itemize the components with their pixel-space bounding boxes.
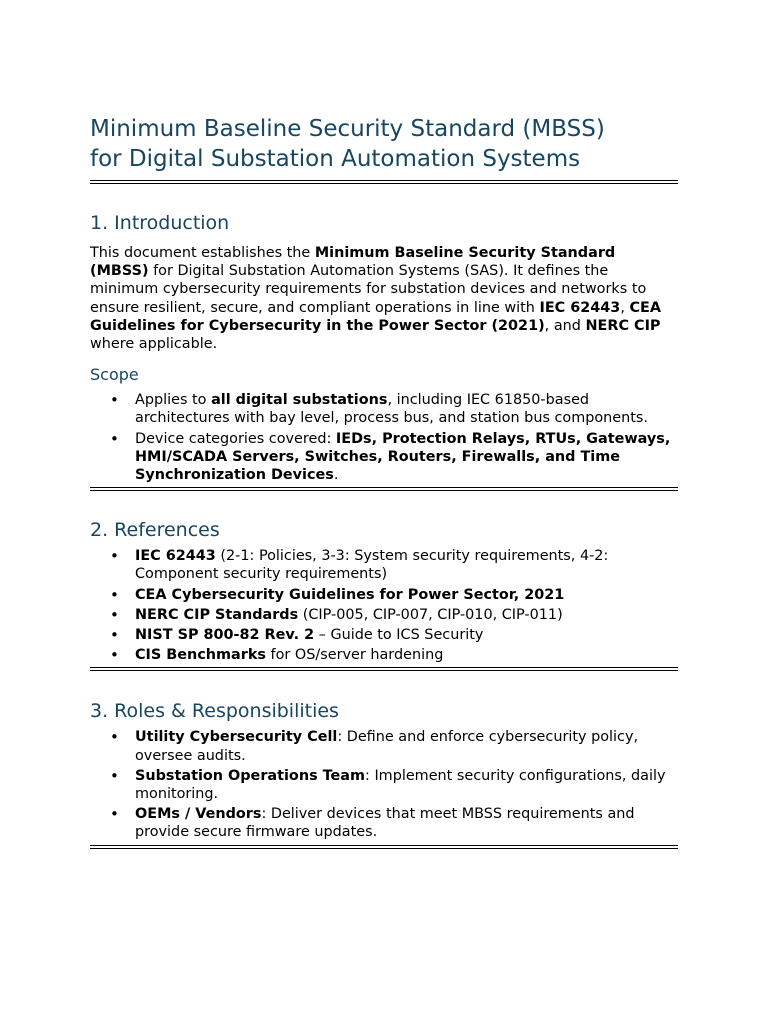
list-item — [90, 430, 678, 485]
reference-name: CEA Cybersecurity Guidelines for Power Sector, 2021 — [135, 586, 565, 603]
intro-iec-bold: IEC 62443 — [539, 299, 621, 316]
document-title-line-2: for Digital Substation Automation Systems — [90, 146, 581, 172]
document-title-line-1: Minimum Baseline Security Standard (MBSS) — [90, 116, 605, 142]
list-item — [90, 391, 678, 427]
role-name: OEMs / Vendors — [135, 806, 262, 823]
reference-detail: – Guide to ICS Security — [314, 627, 484, 644]
references-list — [90, 547, 678, 664]
reference-name: IEC 62443 — [135, 548, 216, 565]
section-double-rule — [90, 667, 678, 671]
section-heading-introduction: 1. Introduction — [90, 212, 230, 234]
role-name: Substation Operations Team — [135, 767, 366, 784]
document-body — [90, 114, 678, 849]
role-description: : Define and enforce cybersecurity policy, oversee audits. — [135, 729, 639, 764]
intro-text: , and — [544, 317, 586, 334]
document-title — [90, 114, 678, 174]
intro-cea-bold: CEA Guidelines for Cybersecurity in the Power Sector (2021) — [90, 299, 662, 334]
section-heading-references: 2. References — [90, 519, 220, 542]
reference-detail: (2-1: Policies, 3-3: System security requirements, 4-2: Component security requirements) — [135, 548, 609, 583]
reference-name: NERC CIP Standards — [135, 606, 299, 623]
list-item — [90, 767, 678, 803]
list-item — [90, 626, 678, 644]
scope-item-text: Applies to — [135, 392, 212, 409]
reference-name: CIS Benchmarks — [135, 647, 266, 664]
scope-item-bold: IEDs, Protection Relays, RTUs, Gateways, HMI/SCADA Servers, Switches, Routers, Firewalls, and Time Synchronization Devices — [135, 430, 671, 484]
list-item — [90, 586, 678, 604]
scope-list — [90, 391, 678, 484]
role-description: : Implement security configurations, daily monitoring. — [135, 767, 666, 803]
section-double-rule — [90, 845, 678, 849]
list-item — [90, 646, 678, 664]
intro-text: for Digital Substation Automation Systems (SAS). It defines the minimum cybersecurity requirements for substation devices and networks to ensure resilient, secure, and compliant operations in line with — [90, 263, 647, 316]
list-item — [90, 805, 678, 841]
intro-text: , — [620, 299, 630, 316]
title-double-rule — [90, 180, 678, 184]
role-description: : Deliver devices that meet MBSS requirements and provide secure firmware updates. — [135, 806, 635, 841]
reference-name: NIST SP 800-82 Rev. 2 — [135, 627, 315, 644]
role-name: Utility Cybersecurity Cell — [135, 729, 338, 746]
list-item — [90, 728, 678, 764]
section-double-rule — [90, 487, 678, 491]
intro-text: This document establishes the — [90, 245, 315, 261]
roles-list — [90, 728, 678, 841]
section-heading-roles: 3. Roles & Responsibilities — [90, 700, 339, 723]
reference-detail: (CIP-005, CIP-007, CIP-010, CIP-011) — [298, 606, 563, 623]
scope-item-text: Device categories covered: — [135, 430, 336, 447]
scope-item-text: , including IEC 61850-based architectures with bay level, process bus, and station bus components. — [135, 392, 648, 427]
scope-item-bold: all digital substations — [211, 392, 388, 409]
list-item — [90, 606, 678, 624]
list-item — [90, 547, 678, 583]
subsection-heading-scope: Scope — [90, 365, 139, 385]
intro-nerc-bold: NERC CIP — [585, 317, 661, 334]
intro-text: where applicable. — [90, 336, 218, 353]
intro-mbss-bold: Minimum Baseline Security Standard (MBSS) — [90, 245, 616, 280]
introduction-paragraph — [90, 244, 678, 353]
scope-item-text: . — [333, 467, 339, 484]
reference-detail: for OS/server hardening — [265, 647, 444, 664]
